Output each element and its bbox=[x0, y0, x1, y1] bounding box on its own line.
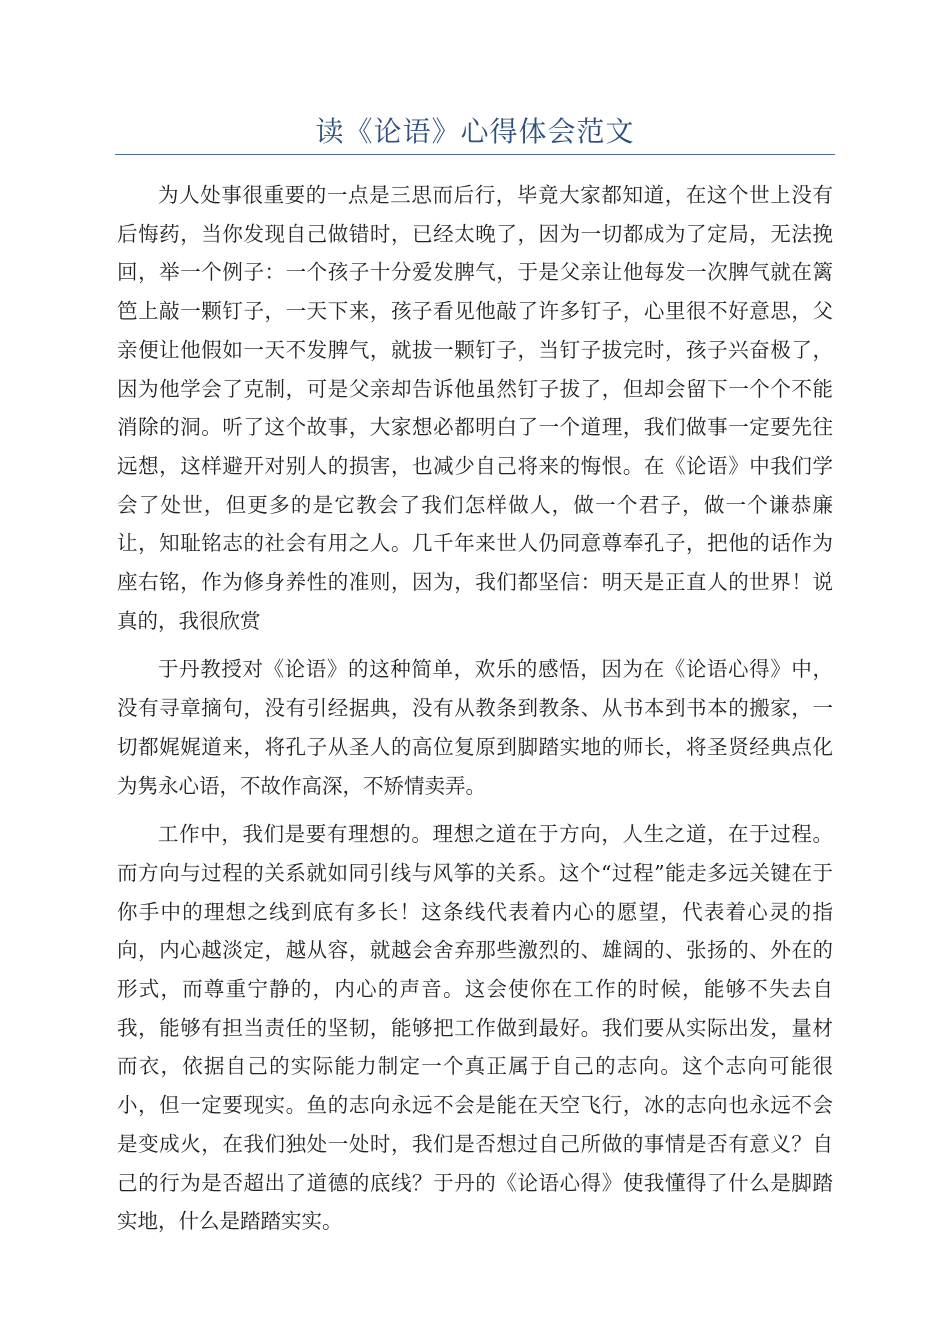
title-underline bbox=[115, 154, 835, 155]
document-body bbox=[117, 176, 833, 1241]
document-title: 读《论语》心得体会范文 bbox=[315, 115, 635, 148]
paragraph-3: 工作中，我们是要有理想的。理想之道在于方向，人生之道，在于过程。而方向与过程的关系就如同引线与风筝的关系。这个“过程”能走多远关键在于你手中的理想之线到底有多长！这条线代表着内心的愿望，代表着心灵的指向，内心越淡定，越从容，就越会舍弃那些激烈的、雄阔的、张扬的、外在的形式，而尊重宁静的，内心的声音。这会使你在工作的时候，能够不失去自我，能够有担当责任的坚韧，能够把工作做到最好。我们要从实际出发，量材而衣，依据自己的实际能力制定一个真正属于自己的志向。这个志向可能很小，但一定要现实。鱼的志向永远不会是能在天空飞行，冰的志向也永远不会是变成火，在我们独处一处时，我们是否想过自己所做的事情是否有意义？自己的行为是否超出了道德的底线？于丹的《论语心得》使我懂得了什么是脚踏实地，什么是踏踏实实。 bbox=[117, 822, 833, 1234]
paragraph-1: 为人处事很重要的一点是三思而后行，毕竟大家都知道，在这个世上没有后悔药，当你发现自己做错时，已经太晚了，因为一切都成为了定局，无法挽回，举一个例子：一个孩子十分爱发脾气，于是父亲让他每发一次脾气就在篱笆上敲一颗钉子，一天下来，孩子看见他敲了许多钉子，心里很不好意思，父亲便让他假如一天不发脾气，就拔一颗钉子，当钉子拔完时，孩子兴奋极了，因为他学会了克制，可是父亲却告诉他虽然钉子拔了，但却会留下一个个不能消除的洞。听了这个故事，大家想必都明白了一个道理，我们做事一定要先往远想，这样避开对别人的损害，也减少自己将来的悔恨。在《论语》中我们学会了处世，但更多的是它教会了我们怎样做人，做一个君子，做一个谦恭廉让，知耻铭志的社会有用之人。几千年来世人仍同意尊奉孔子，把他的话作为座右铭，作为修身养性的准则，因为，我们都坚信：明天是正直人的世界！说真的，我很欣赏 bbox=[117, 183, 833, 633]
paragraph-2: 于丹教授对《论语》的这种简单，欢乐的感悟，因为在《论语心得》中，没有寻章摘句，没有引经据典，没有从教条到教条、从书本到书本的搬家，一切都娓娓道来，将孔子从圣人的高位复原到脚踏实地的师长，将圣贤经典点化为隽永心语，不故作高深，不矫情卖弄。 bbox=[117, 657, 833, 798]
